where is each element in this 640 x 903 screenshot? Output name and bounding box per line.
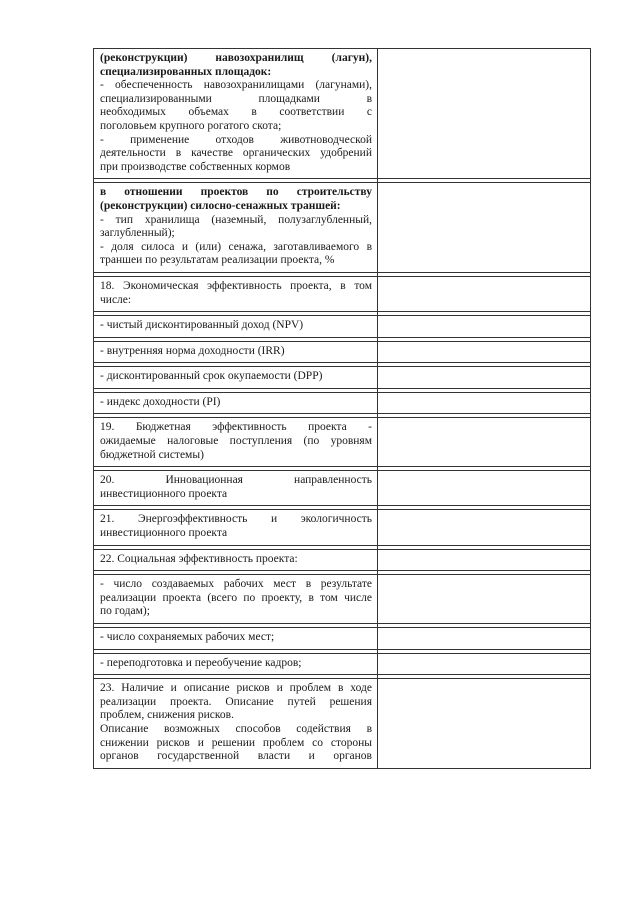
row-22 <box>94 549 591 571</box>
label-line: ожидаемые налоговые поступления (по уровням <box>100 435 372 448</box>
label-line: - число сохраняемых рабочих мест; <box>100 631 275 643</box>
value-cell[interactable] <box>378 471 591 506</box>
label-line: (реконструкции) силосно-сенажных траншей: <box>100 199 341 212</box>
label-line: 18. Экономическая эффективность проекта, в том <box>100 279 372 292</box>
label-line: инвестиционного проекта <box>100 487 228 500</box>
label-line: - переподготовка и переобучение кадров; <box>100 656 302 669</box>
indicator-label-cell <box>94 628 378 650</box>
row-irr <box>94 341 591 363</box>
label-line: - внутренняя норма доходности (IRR) <box>100 344 285 357</box>
value-cell[interactable] <box>378 653 591 675</box>
label-line: бюджетной системы) <box>100 448 204 461</box>
value-cell[interactable] <box>378 628 591 650</box>
label-line: 22. Социальная эффективность проекта: <box>100 552 298 565</box>
label-line: 19. Бюджетная эффективность проекта - <box>100 421 372 434</box>
label-line: специализированными площадками в <box>100 92 372 105</box>
indicator-label-cell <box>94 367 378 389</box>
label-line: поголовьем крупного рогатого скота; <box>100 119 282 132</box>
value-cell[interactable] <box>378 316 591 338</box>
label-line: деятельности в качестве органических удобрений <box>100 147 372 160</box>
label-line: инвестиционного проекта <box>100 527 228 540</box>
value-cell[interactable] <box>378 575 591 624</box>
label-line: 21. Энергоэффективность и экологичность <box>100 513 372 526</box>
indicator-label-cell <box>94 549 378 571</box>
label-line: - чистый дисконтированный доход (NPV) <box>100 319 304 332</box>
label-line: Описание возможных способов содействия в <box>100 722 372 735</box>
row-storage <box>94 49 591 179</box>
row-21 <box>94 510 591 545</box>
label-line: - обеспеченность навозохранилищами (лагунами), <box>100 79 372 92</box>
row-jobs-created <box>94 575 591 624</box>
label-line: - дисконтированный срок окупаемости (DPP) <box>100 370 323 383</box>
label-line: специализированных площадок: <box>100 65 272 78</box>
row-20 <box>94 471 591 506</box>
indicator-label-cell <box>94 49 378 179</box>
label-line: в отношении проектов по строительству <box>100 186 372 199</box>
value-cell[interactable] <box>378 549 591 571</box>
label-line: 23. Наличие и описание рисков и проблем в ходе <box>100 682 372 695</box>
indicator-label-cell <box>94 679 378 769</box>
indicator-label-cell <box>94 183 378 273</box>
label-line: числе: <box>100 293 132 306</box>
row-jobs-kept <box>94 628 591 650</box>
label-line: - применение отходов животноводческой <box>100 133 372 146</box>
indicator-label-cell <box>94 392 378 414</box>
label-line: 20. Инновационная направленность <box>100 474 372 487</box>
label-line: снижении рисков и решении проблем со стороны <box>100 736 372 749</box>
form-table <box>93 48 591 769</box>
value-cell[interactable] <box>378 679 591 769</box>
value-cell[interactable] <box>378 276 591 311</box>
value-cell[interactable] <box>378 49 591 179</box>
value-cell[interactable] <box>378 392 591 414</box>
label-line: органов государственной власти и органов <box>100 750 372 763</box>
indicator-label-cell <box>94 510 378 545</box>
row-18 <box>94 276 591 311</box>
label-line: необходимых объемах в соответствии с <box>100 106 372 119</box>
label-line: траншеи по результатам реализации проекта, % <box>100 254 335 267</box>
row-silage <box>94 183 591 273</box>
value-cell[interactable] <box>378 367 591 389</box>
row-pi <box>94 392 591 414</box>
indicator-label-cell <box>94 276 378 311</box>
label-line: (реконструкции) навозохранилищ (лагун), <box>100 52 372 64</box>
row-training <box>94 653 591 675</box>
label-line: при производстве собственных кормов <box>100 160 291 173</box>
value-cell[interactable] <box>378 418 591 467</box>
label-line: - тип хранилища (наземный, полузаглубленный, <box>100 213 372 226</box>
label-line: по годам); <box>100 605 150 618</box>
row-23 <box>94 679 591 769</box>
indicator-label-cell <box>94 575 378 624</box>
indicator-label-cell <box>94 471 378 506</box>
indicator-label-cell <box>94 653 378 675</box>
value-cell[interactable] <box>378 183 591 273</box>
value-cell[interactable] <box>378 510 591 545</box>
label-line: реализации проекта. Описание путей решения <box>100 695 372 708</box>
label-line: - индекс доходности (PI) <box>100 395 221 408</box>
row-npv <box>94 316 591 338</box>
label-line: заглубленный); <box>100 227 175 240</box>
indicator-label-cell <box>94 418 378 467</box>
label-line: - доля силоса и (или) сенажа, заготавливаемого в <box>100 240 372 253</box>
row-dpp <box>94 367 591 389</box>
row-19 <box>94 418 591 467</box>
indicator-label-cell <box>94 316 378 338</box>
label-line: проблем, снижения рисков. <box>100 709 234 722</box>
value-cell[interactable] <box>378 341 591 363</box>
label-line: реализации проекта (всего по проекту, в том числе <box>100 591 372 604</box>
indicator-label-cell <box>94 341 378 363</box>
label-line: - число создаваемых рабочих мест в результате <box>100 578 372 591</box>
